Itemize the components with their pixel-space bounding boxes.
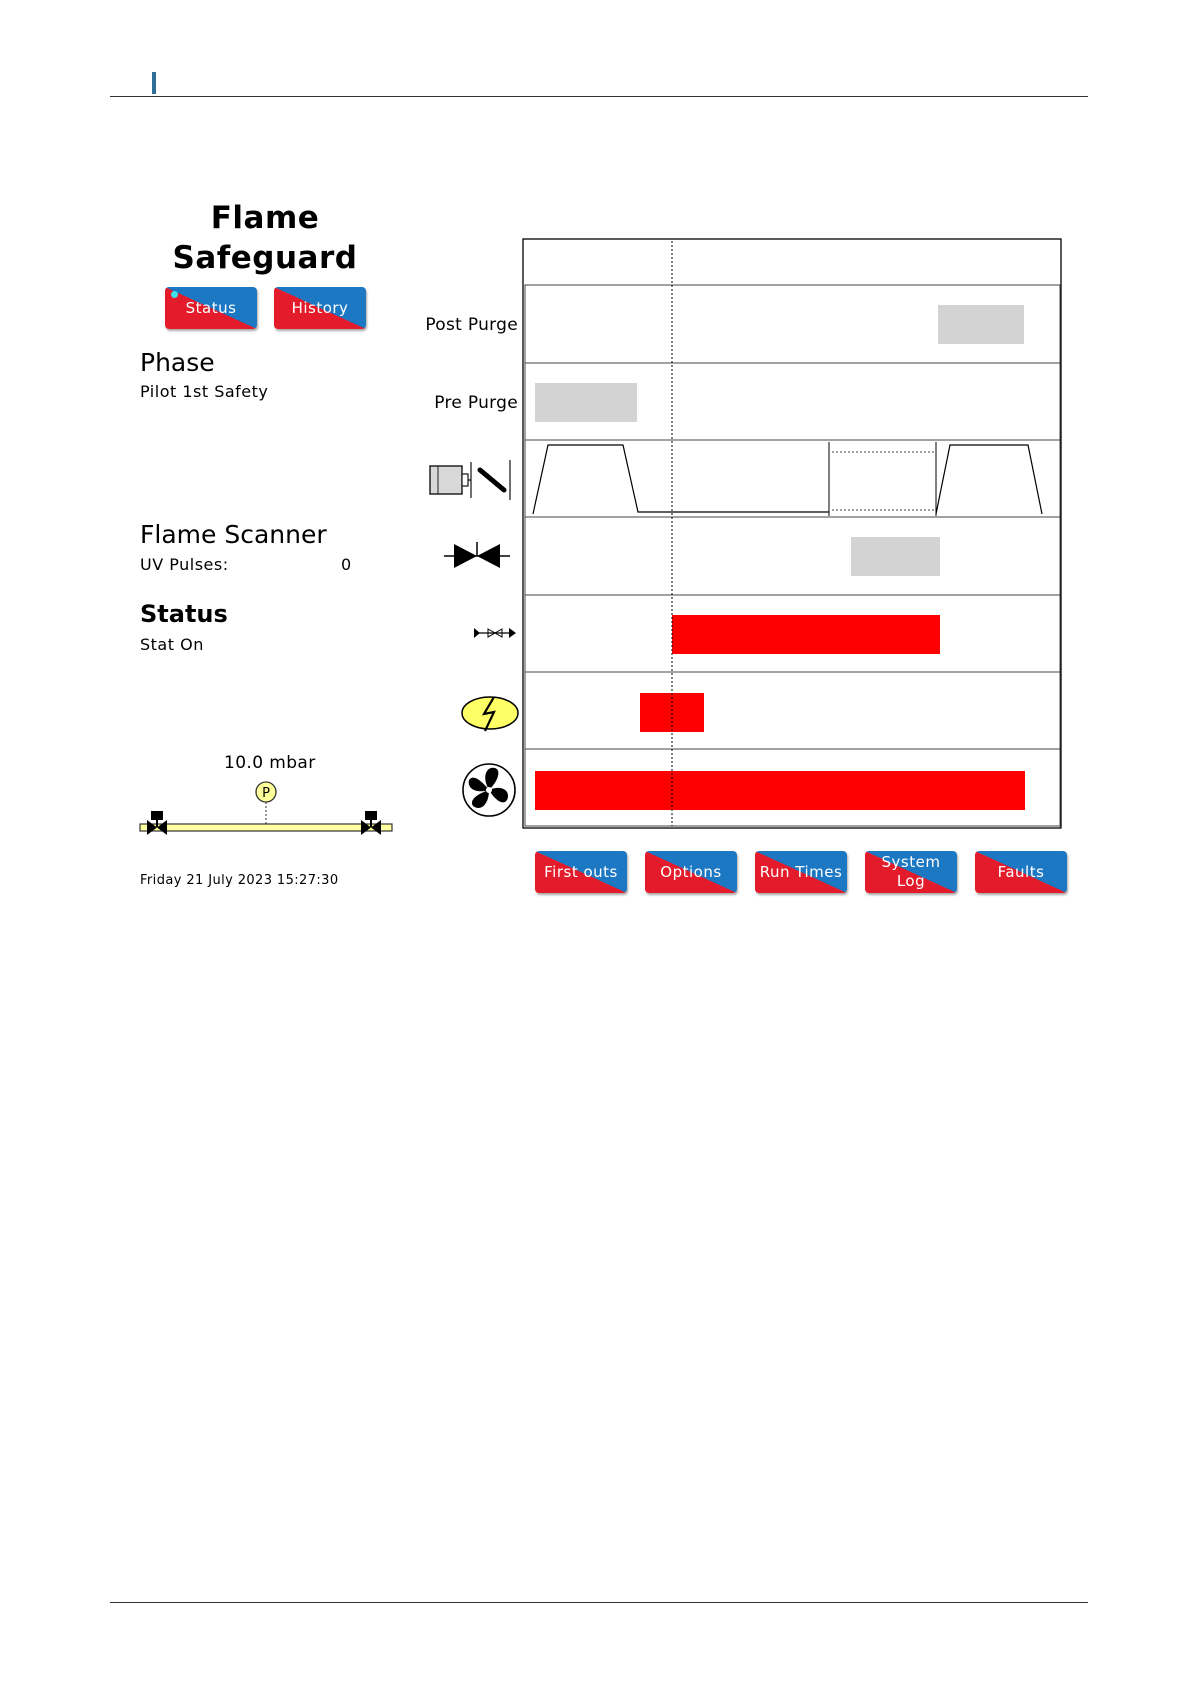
options-label: Options (660, 862, 722, 881)
system-log-label-line2: Log (896, 872, 926, 890)
faults-button[interactable] (975, 851, 1067, 893)
uv-pulses-label: UV Pulses: (140, 555, 229, 574)
status-button-label: Status (185, 298, 237, 317)
system-log-button[interactable] (865, 851, 957, 893)
footer-rule (110, 1602, 1088, 1603)
row-label-post-purge: Post Purge (425, 315, 518, 335)
faults-label: Faults (997, 862, 1045, 881)
header-rule (110, 96, 1088, 97)
post-purge-bar (938, 305, 1024, 344)
status-value: Stat On (140, 635, 204, 654)
flame-scanner-heading: Flame Scanner (140, 520, 327, 549)
run-times-button[interactable] (755, 851, 847, 893)
header-accent-bar (152, 72, 156, 94)
status-heading: Status (140, 600, 228, 628)
history-button-label: History (291, 298, 349, 317)
gas-pressure-value: 10.0 mbar (224, 753, 316, 773)
burner-sequence-chart (522, 238, 1064, 832)
run-times-label: Run Times (759, 862, 843, 881)
ignition-spark-icon (460, 693, 520, 733)
title-line-1: Flame (210, 200, 320, 236)
first-outs-button[interactable] (535, 851, 627, 893)
selected-indicator (171, 291, 178, 298)
gas-train-diagram (138, 778, 394, 840)
phase-heading: Phase (140, 348, 215, 377)
main-gas-valve-icon (444, 540, 510, 572)
options-button[interactable] (645, 851, 737, 893)
system-log-label-line1: System (881, 853, 941, 871)
main-valve-bar (851, 537, 940, 576)
pilot-valve-bar (672, 615, 940, 654)
phase-value: Pilot 1st Safety (140, 382, 269, 401)
row-label-pre-purge: Pre Purge (434, 393, 518, 413)
air-damper-motor-icon (428, 458, 514, 502)
status-button[interactable] (165, 287, 257, 329)
page-title (150, 198, 380, 278)
title-line-2: Safeguard (172, 240, 358, 276)
pressure-sensor-icon (256, 782, 276, 802)
svg-text:P: P (262, 786, 270, 801)
fan-bar (535, 771, 1025, 810)
first-outs-label: First outs (544, 862, 618, 881)
uv-pulses-value: 0 (341, 555, 352, 574)
pilot-valve-icon (474, 625, 516, 641)
fan-icon (461, 762, 517, 818)
pre-purge-bar (535, 383, 637, 422)
date-time: Friday 21 July 2023 15:27:30 (140, 873, 339, 888)
gas-pipe (140, 824, 392, 831)
history-button[interactable] (274, 287, 366, 329)
